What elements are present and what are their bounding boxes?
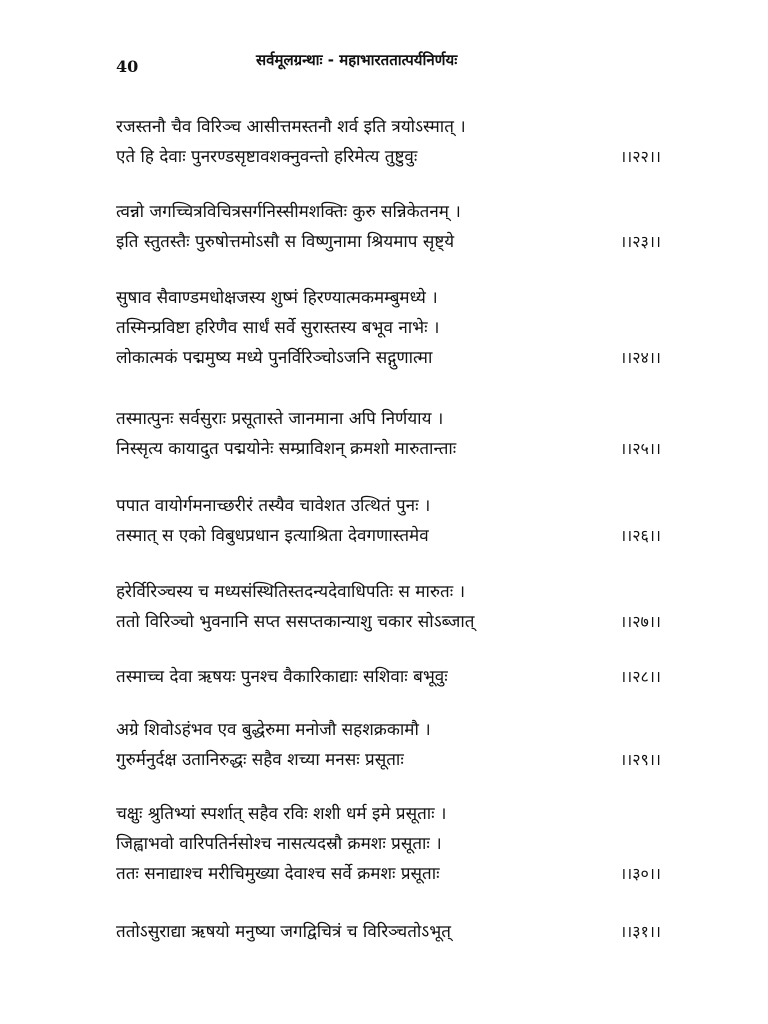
verse-block	[116, 283, 661, 373]
verse-line	[116, 227, 661, 257]
verse-line	[116, 917, 661, 947]
verse-line	[116, 799, 661, 829]
verse-line-text: ततः सनाद्याश्च मरीचिमुख्या देवाश्च सर्वे क्रमशः प्रसूताः	[116, 864, 440, 884]
verse-line-text: तस्मात्पुनः सर्वसुराः प्रसूतास्ते जानमाना अपि निर्णयाय ।	[116, 409, 444, 429]
verse-line	[116, 491, 661, 521]
verse-line	[116, 283, 661, 313]
verse-line-text: तस्मिन्प्रविष्टा हरिणैव सार्धं सर्वे सुरास्तस्य बभूव नाभेः ।	[116, 318, 440, 338]
verse-line	[116, 343, 661, 373]
verse-line-text: ततोऽसुराद्या ऋषयो मनुष्या जगद्विचित्रं च विरिञ्चतोऽभूत्	[116, 922, 451, 942]
verse-line	[116, 715, 661, 745]
verse-line-text: एते हि देवाः पुनरण्डसृष्टावशक्नुवन्तो हरिमेत्य तुष्टुवुः	[116, 147, 418, 167]
verse-block	[116, 404, 661, 464]
verse-block	[116, 491, 661, 551]
verse-line-text: सुषाव सैवाण्डमधोक्षजस्य शुष्मं हिरण्यात्मकमम्बुमध्ये ।	[116, 288, 438, 308]
verse-line-text: जिह्वाभवो वारिपतिर्नसोश्च नासत्यदस्रौ क्रमशः प्रसूताः ।	[116, 834, 442, 854]
verse-line-text: गुरुर्मनुर्दक्ष उतानिरुद्धः सहैव शच्या मनसः प्रसूताः	[116, 750, 404, 770]
verse-block	[116, 662, 661, 692]
running-head: सर्वमूलग्रन्थाः - महाभारततात्पर्यनिर्णयः	[256, 51, 458, 69]
verse-number: ।।२८।।	[620, 667, 661, 686]
verse-number: ।।३०।।	[620, 864, 661, 883]
verse-block	[116, 715, 661, 775]
verse-number: ।।३१।।	[620, 922, 661, 941]
verse-line-text: इति स्तुतस्तैः पुरुषोत्तमोऽसौ स विष्णुनामा श्रियमाप सृष्ट्ये	[116, 232, 455, 252]
verse-number: ।।२९।।	[620, 750, 661, 769]
verse-line-text: चक्षुः श्रुतिभ्यां स्पर्शात् सहैव रविः शशी धर्म इमे प्रसूताः ।	[116, 804, 447, 824]
verse-number: ।।२७।।	[620, 612, 661, 631]
verse-line-text: पपात वायोर्गमनाच्छरीरं तस्यैव चावेशत उत्थितं पुनः ।	[116, 496, 431, 516]
verse-number: ।।२२।।	[620, 147, 661, 166]
verse-line-text: रजस्तनौ चैव विरिञ्च आसीत्तमस्तनौ शर्व इति त्रयोऽस्मात् ।	[116, 117, 466, 137]
verse-line	[116, 577, 661, 607]
verse-block	[116, 799, 661, 889]
verse-number: ।।२३।।	[620, 232, 661, 251]
verse-line	[116, 313, 661, 343]
verse-line	[116, 745, 661, 775]
verse-line	[116, 404, 661, 434]
verse-line-text: त्वन्नो जगच्चित्रविचित्रसर्गनिस्सीमशक्तिः कुरु सन्निकेतनम् ।	[116, 202, 461, 222]
verse-line-text: लोकात्मकं पद्ममुष्य मध्ये पुनर्विरिञ्चोऽजनि सद्गुणात्मा	[116, 348, 433, 368]
verse-line	[116, 607, 661, 637]
verse-line-text: अग्रे शिवोऽहंभव एव बुद्धेरुमा मनोजौ सहशक्रकामौ ।	[116, 720, 431, 740]
verse-number: ।।२५।।	[620, 439, 661, 458]
verse-line	[116, 142, 661, 172]
verse-line	[116, 197, 661, 227]
verse-line-text: हरेर्विरिञ्चस्य च मध्यसंस्थितिस्तदन्यदेवाधिपतिः स मारुतः ।	[116, 582, 466, 602]
verse-line-text: ततो विरिञ्चो भुवनानि सप्त ससप्तकान्याशु चकार सोऽब्जात्	[116, 612, 475, 632]
verse-number: ।।२६।।	[620, 526, 661, 545]
verse-number: ।।२४।।	[620, 348, 661, 367]
verse-line-text: तस्माच्च देवा ऋषयः पुनश्च वैकारिकाद्याः सशिवाः बभूवुः	[116, 667, 448, 687]
verse-line	[116, 112, 661, 142]
verse-line	[116, 859, 661, 889]
verse-line	[116, 829, 661, 859]
verse-line	[116, 662, 661, 692]
verse-line-text: निस्सृत्य कायादुत पद्मयोनेः सम्प्राविशन् क्रमशो मारुतान्ताः	[116, 439, 457, 459]
verse-block	[116, 112, 661, 172]
verse-line	[116, 434, 661, 464]
verse-block	[116, 577, 661, 637]
verse-block	[116, 917, 661, 947]
verse-line-text: तस्मात् स एको विबुधप्रधान इत्याश्रिता देवगणास्तमेव	[116, 526, 429, 546]
verse-block	[116, 197, 661, 257]
verse-line	[116, 521, 661, 551]
page-number: 40	[116, 57, 139, 76]
